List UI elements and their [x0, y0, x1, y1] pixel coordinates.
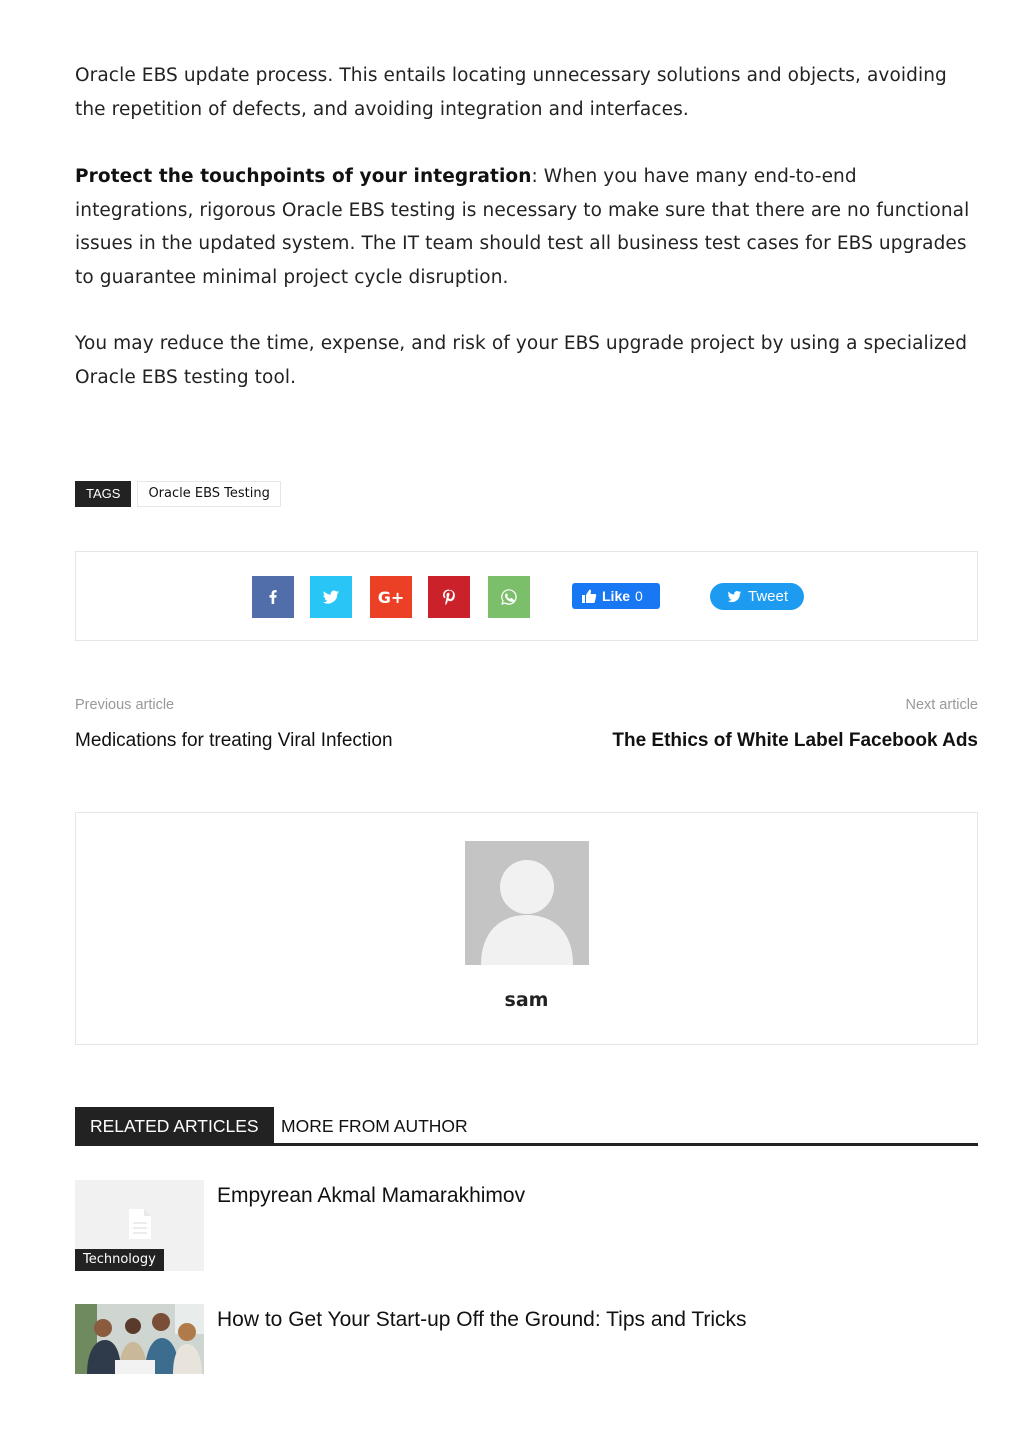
tag-oracle-ebs-testing[interactable]: Oracle EBS Testing [137, 481, 280, 507]
user-silhouette-icon [465, 841, 589, 965]
paragraph-heading: Protect the touchpoints of your integration [75, 166, 532, 187]
tags-row [75, 481, 281, 507]
like-count: 0 [635, 588, 643, 604]
share-box [75, 551, 978, 641]
whatsapp-icon [499, 587, 519, 607]
article-paragraph-1: Oracle EBS update process. This entails locating unnecessary solutions and objects, avoiding the repetition of defects, and avoiding integration and interfaces. [75, 65, 947, 120]
article-thumbnail[interactable] [75, 1304, 204, 1374]
previous-article-link[interactable]: Medications for treating Viral Infection [75, 730, 393, 751]
whatsapp-share-button[interactable] [488, 576, 530, 618]
facebook-like-button[interactable] [572, 583, 660, 609]
google-plus-share-button[interactable] [370, 576, 412, 618]
author-box [75, 812, 978, 1045]
avatar[interactable] [465, 841, 589, 965]
next-article-link[interactable]: The Ethics of White Label Facebook Ads [612, 730, 978, 751]
list-item [75, 1180, 978, 1271]
category-badge[interactable]: Technology [75, 1249, 164, 1271]
related-tabs [75, 1107, 978, 1146]
article-paragraph-2 [75, 160, 975, 294]
facebook-share-button[interactable] [252, 576, 294, 618]
team-photo-image [75, 1304, 204, 1374]
article-paragraph-3: You may reduce the time, expense, and risk of your EBS upgrade project by using a specialized Oracle EBS testing tool. [75, 333, 968, 388]
tab-more-from-author[interactable]: MORE FROM AUTHOR [281, 1116, 468, 1136]
article-thumbnail[interactable] [75, 1180, 204, 1271]
related-article-title[interactable]: Empyrean Akmal Mamarakhimov [217, 1184, 526, 1207]
next-article-label: Next article [905, 697, 978, 713]
related-article-title[interactable]: How to Get Your Start-up Off the Ground: Tips and Tricks [217, 1308, 747, 1331]
twitter-bird-icon [726, 588, 743, 605]
twitter-share-button[interactable] [310, 576, 352, 618]
tab-related-articles[interactable]: RELATED ARTICLES [75, 1107, 274, 1143]
thumbs-up-icon [581, 588, 597, 604]
tweet-button[interactable] [710, 583, 804, 610]
previous-article-label: Previous article [75, 697, 175, 713]
author-name[interactable]: sam [504, 989, 549, 1011]
paragraph-body: : When you have many end-to-end integrations, rigorous Oracle EBS testing is necessary to make sure that there are no functional issues in the updated system. The IT team should test all business test cases for EBS upgrades to guarantee minimal project cycle disruption. [75, 166, 970, 288]
facebook-icon [263, 587, 283, 607]
like-label: Like [602, 588, 631, 604]
document-icon [127, 1208, 153, 1240]
google-plus-icon: G+ [377, 587, 405, 607]
list-item [75, 1304, 978, 1374]
pinterest-share-button[interactable] [428, 576, 470, 618]
tweet-label: Tweet [747, 588, 789, 605]
tags-label: TAGS [75, 481, 131, 507]
pinterest-icon [439, 587, 459, 607]
twitter-icon [321, 587, 341, 607]
